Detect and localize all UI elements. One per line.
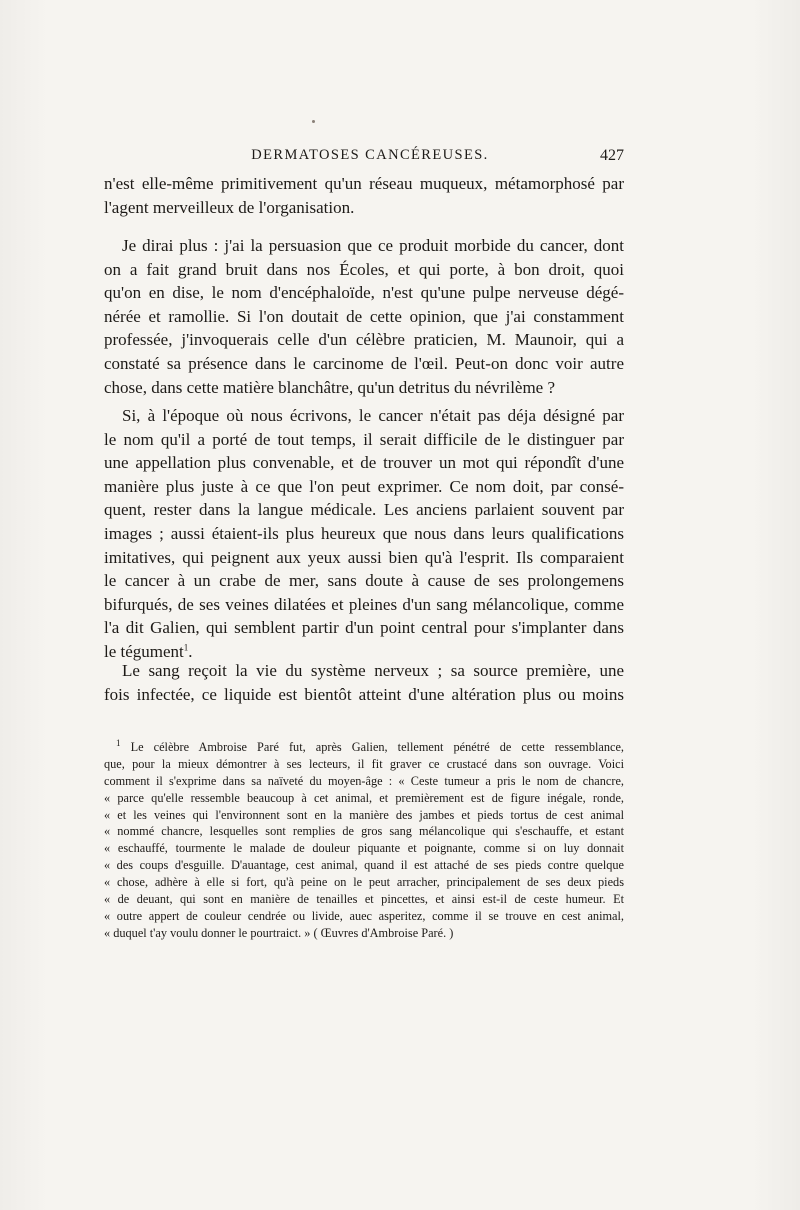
text-line: constaté sa présence dans le carcinome de l'œil. Peut-on donc voir autre bbox=[104, 353, 624, 373]
text-line: quent, rester dans la langue médicale. Les anciens parlaient souvent par bbox=[104, 500, 624, 520]
text-line: Je dirai plus : j'ai la persuasion que ce produit morbide du cancer, dont bbox=[122, 236, 624, 255]
text-line: n'est elle-même primitivement qu'un réseau muqueux, métamorphosé par bbox=[104, 174, 624, 193]
text-line: une appellation plus convenable, et de trouver un mot qui répondît d'une bbox=[104, 453, 624, 473]
running-head-title: DERMATOSES CANCÉREUSES. bbox=[251, 147, 489, 163]
footnote-line: comment il s'exprime dans sa naïveté du moyen-âge : « Ceste tumeur a pris le nom de chancre, bbox=[104, 773, 624, 788]
text-line: on a fait grand bruit dans nos Écoles, et qui porte, à bon droit, quoi bbox=[104, 259, 624, 279]
text-line: le cancer à un crabe de mer, sans doute à cause de ses prolongemens bbox=[104, 571, 624, 591]
text-line: Le sang reçoit la vie du système nerveux ; sa source première, une bbox=[122, 661, 624, 680]
text-line: l'agent merveilleux de l'organisation. bbox=[104, 197, 355, 217]
page-number: 427 bbox=[600, 147, 624, 164]
footnote-line: « nommé chancre, lesquelles sont remplies de gros sang mélancolique qui s'eschauffe, et estant bbox=[104, 824, 624, 839]
text-line: imitatives, qui peignent aux yeux aussi bien qu'à l'esprit. Ils comparaient bbox=[104, 547, 624, 567]
footnote-line: « eschauffé, tourmente le malade de douleur piquante et poignante, comme si on luy donnait bbox=[104, 841, 624, 856]
text-line: le tégument$^1$. bbox=[104, 641, 193, 661]
paragraph-3 bbox=[104, 404, 624, 664]
footnote-line: « outre appert de couleur cendrée ou livide, auec asperitez, comme il se trouve en cest animal, bbox=[104, 908, 624, 923]
text-line: professée, j'invoquerais celle d'un célèbre praticien, M. Maunoir, qui a bbox=[104, 330, 624, 350]
footnote-marker: 1 bbox=[116, 737, 121, 748]
footnote-reference[interactable]: 1 bbox=[183, 642, 189, 653]
footnote bbox=[104, 739, 624, 942]
footnote-line bbox=[104, 739, 624, 756]
text-line: chose, dans cette matière blanchâtre, qu'un detritus du névrilème ? bbox=[104, 377, 556, 397]
text-line: le nom qu'il a porté de tout temps, il serait difficile de le distinguer par bbox=[104, 429, 624, 449]
footnote-line: « de deuant, qui sont en manière de tenailles et pincettes, et ainsi est-il de ceste humeur. Et bbox=[104, 892, 624, 907]
footnote-line: « et les veines qui l'environnent sont en la manière des jambes et pieds tortus de cest animal bbox=[104, 807, 624, 822]
footnote-line: « chose, adhère à elle si fort, qu'à peine on le peut arracher, principalement de ses deux pieds bbox=[104, 875, 624, 890]
text-line: Si, à l'époque où nous écrivons, le cancer n'était pas déja désigné par bbox=[122, 406, 624, 425]
text-line: nérée et ramollie. Si l'on doutait de cette opinion, que j'ai constamment bbox=[104, 306, 624, 326]
paragraph-1 bbox=[104, 172, 624, 219]
ink-spot bbox=[312, 120, 315, 123]
text-line: images ; aussi étaient-ils plus heureux que nous dans leurs qualifications bbox=[104, 523, 624, 543]
footnote-line: que, pour la mieux démontrer à ses lecteurs, il fit graver ce crustacé dans son ouvrage. Voici bbox=[104, 756, 624, 771]
text-line-content: le tégument bbox=[104, 641, 184, 661]
footnote-line: « parce qu'elle ressemble beaucoup à cet animal, et premièrement est de figure inégale, ronde, bbox=[104, 790, 624, 805]
paragraph-2 bbox=[104, 234, 624, 399]
text-line: qu'on en dise, le nom d'encéphaloïde, n'est qu'une pulpe nerveuse dégé- bbox=[104, 283, 624, 303]
text-line: l'a dit Galien, qui semblent partir d'un point central pour s'implanter dans bbox=[104, 618, 624, 638]
text-line: manière plus juste à ce que l'on peut exprimer. Ce nom doit, par consé- bbox=[104, 476, 624, 496]
running-head bbox=[116, 147, 624, 169]
paragraph-4 bbox=[104, 659, 624, 706]
footnote-line: « des coups d'esguille. D'auantage, cest animal, quand il est attaché de ses pieds contre quelque bbox=[104, 858, 624, 873]
text-line: fois infectée, ce liquide est bientôt atteint d'une altération plus ou moins bbox=[104, 684, 624, 704]
footnote-text: Le célèbre Ambroise Paré fut, après Galien, tellement pénétré de cette ressemblance, bbox=[130, 740, 624, 754]
text-line: bifurqués, de ses veines dilatées et pleines d'un sang mélancolique, comme bbox=[104, 594, 624, 614]
footnote-line: « duquel t'ay voulu donner le pourtraict. » ( Œuvres d'Ambroise Paré. ) bbox=[104, 925, 454, 940]
